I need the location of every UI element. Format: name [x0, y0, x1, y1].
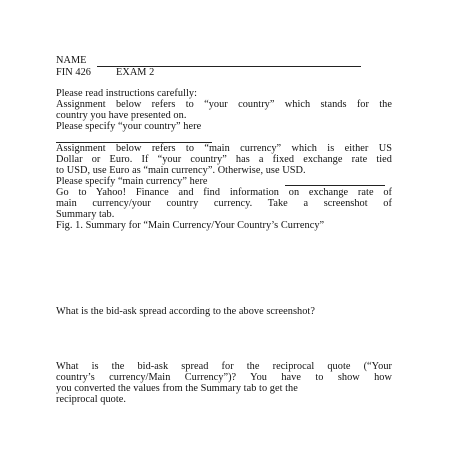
- currency-answer-line: [285, 185, 385, 186]
- currency-instruction-line-2: Dollar or Euro. If “your country” has a fixed exchange rate tied: [56, 154, 392, 165]
- instructions-heading: Please read instructions carefully:: [56, 88, 197, 99]
- name-label: NAME: [56, 55, 87, 66]
- yahoo-instruction-line-3: Summary tab.: [56, 209, 115, 220]
- country-prompt: Please specify “your country” here: [56, 121, 202, 132]
- question-2-line-3: you converted the values from the Summary tab to get the: [56, 383, 298, 394]
- currency-prompt: Please specify “main currency” here: [56, 176, 208, 187]
- country-instruction-line-2: country you have presented on.: [56, 110, 187, 121]
- currency-instruction-line-3: to USD, use Euro as “main currency”. Otherwise, use USD.: [56, 165, 306, 176]
- figure-caption: Fig. 1. Summary for “Main Currency/Your Country’s Currency”: [56, 220, 325, 231]
- country-instruction-line-1: Assignment below refers to “your country” which stands for the: [56, 99, 392, 110]
- question-1: What is the bid-ask spread according to the above screenshot?: [56, 306, 315, 317]
- yahoo-instruction-line-1: Go to Yahoo! Finance and find information on exchange rate of: [56, 187, 392, 198]
- course-code: FIN 426: [56, 67, 91, 78]
- yahoo-instruction-line-2: main currency/your country currency. Take a screenshot of: [56, 198, 392, 209]
- exam-title: EXAM 2: [116, 67, 155, 78]
- currency-instruction-line-1: Assignment below refers to “main currency” which is either US: [56, 143, 392, 154]
- question-2-line-4: reciprocal quote.: [56, 394, 127, 405]
- question-2-line-2: country’s currency/Main Currency”)? You have to show how: [56, 372, 392, 383]
- question-2-line-1: What is the bid-ask spread for the reciprocal quote (“Your: [56, 361, 392, 372]
